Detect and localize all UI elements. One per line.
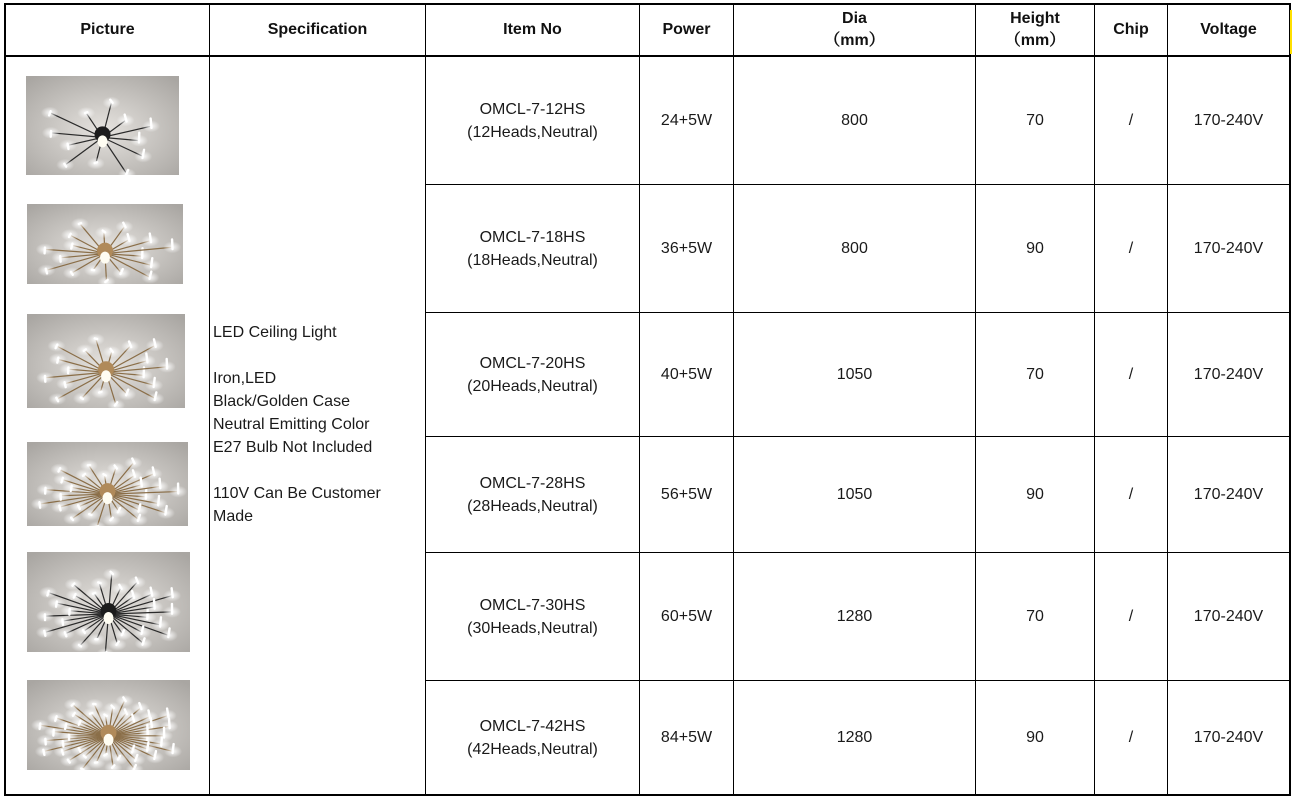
spec-line: Neutral Emitting Color xyxy=(213,416,370,433)
voltage-cell: 170-240V xyxy=(1193,729,1264,746)
header-picture xyxy=(6,5,209,55)
height-cell: 90 xyxy=(1026,240,1044,257)
dia-cell: 1280 xyxy=(836,608,873,625)
item-number: OMCL-7-28HS xyxy=(479,474,586,492)
ceiling-light-illustration xyxy=(27,680,190,770)
voltage-cell: 170-240V xyxy=(1193,486,1264,503)
product-photo xyxy=(27,552,190,652)
item-no-cell xyxy=(426,681,639,794)
header-item-no-label: Item No xyxy=(503,21,562,38)
power-cell: 60+5W xyxy=(660,608,713,625)
item-heads: (30Heads,Neutral) xyxy=(467,619,598,637)
ceiling-light-illustration xyxy=(26,76,179,175)
height-cell: 70 xyxy=(1026,366,1044,383)
header-voltage-label: Voltage xyxy=(1200,21,1257,38)
product-photo xyxy=(27,204,183,284)
item-heads: (12Heads,Neutral) xyxy=(467,123,598,141)
chip-cell: / xyxy=(1128,486,1134,503)
item-number: OMCL-7-20HS xyxy=(479,354,586,372)
header-voltage xyxy=(1168,5,1289,55)
item-heads: (18Heads,Neutral) xyxy=(467,251,598,269)
chip-cell: / xyxy=(1128,729,1134,746)
item-no-cell xyxy=(426,313,639,436)
dia-cell: 800 xyxy=(841,240,868,257)
item-heads: (28Heads,Neutral) xyxy=(467,497,598,515)
item-number: OMCL-7-42HS xyxy=(479,717,586,735)
power-cell: 36+5W xyxy=(660,240,713,257)
spec-line: E27 Bulb Not Included xyxy=(213,439,373,456)
power-cell: 24+5W xyxy=(660,112,713,129)
voltage-cell: 170-240V xyxy=(1193,112,1264,129)
height-cell: 90 xyxy=(1026,729,1044,746)
grid-line xyxy=(4,3,6,796)
grid-line xyxy=(4,794,1291,796)
ceiling-light-illustration xyxy=(27,552,190,652)
specification-cell xyxy=(213,321,418,528)
header-dia-unit: （mm） xyxy=(824,32,885,49)
ceiling-light-illustration xyxy=(27,204,183,284)
product-photo xyxy=(27,680,190,770)
item-no-cell xyxy=(426,185,639,312)
chip-cell: / xyxy=(1128,608,1134,625)
grid-line xyxy=(209,3,210,796)
header-chip xyxy=(1095,5,1167,55)
spec-line: Made xyxy=(213,508,254,525)
header-height xyxy=(976,5,1094,55)
height-cell: 90 xyxy=(1026,486,1044,503)
header-height-label: Height xyxy=(1010,10,1060,27)
spec-line: Black/Golden Case xyxy=(213,393,350,410)
power-cell: 84+5W xyxy=(660,729,713,746)
ceiling-light-illustration xyxy=(27,442,188,526)
header-picture-label: Picture xyxy=(80,21,135,38)
dia-cell: 800 xyxy=(841,112,868,129)
item-no-cell xyxy=(426,57,639,184)
dia-cell: 1050 xyxy=(836,486,873,503)
product-photo xyxy=(27,442,188,526)
grid-line xyxy=(1289,3,1291,796)
header-height-unit: （mm） xyxy=(1004,32,1066,49)
item-number: OMCL-7-12HS xyxy=(479,100,586,118)
voltage-cell: 170-240V xyxy=(1193,366,1264,383)
ceiling-light-illustration xyxy=(27,314,185,408)
item-no-cell xyxy=(426,437,639,552)
item-heads: (42Heads,Neutral) xyxy=(467,740,598,758)
item-heads: (20Heads,Neutral) xyxy=(467,377,598,395)
height-cell: 70 xyxy=(1026,608,1044,625)
chip-cell: / xyxy=(1128,112,1134,129)
product-photo xyxy=(27,314,185,408)
power-cell: 40+5W xyxy=(660,366,713,383)
power-cell: 56+5W xyxy=(660,486,713,503)
item-number: OMCL-7-30HS xyxy=(479,596,586,614)
header-item-no xyxy=(426,5,639,55)
spec-line: 110V Can Be Customer xyxy=(213,485,381,502)
voltage-cell: 170-240V xyxy=(1193,608,1264,625)
voltage-cell: 170-240V xyxy=(1193,240,1264,257)
spec-line: Iron,LED xyxy=(213,370,277,387)
chip-cell: / xyxy=(1128,240,1134,257)
item-number: OMCL-7-18HS xyxy=(479,228,586,246)
header-specification xyxy=(210,5,425,55)
header-dia-label: Dia xyxy=(842,10,867,27)
spec-line: LED Ceiling Light xyxy=(213,324,337,341)
dia-cell: 1280 xyxy=(836,729,873,746)
product-photo xyxy=(26,76,179,175)
header-power-label: Power xyxy=(662,21,711,38)
height-cell: 70 xyxy=(1026,112,1044,129)
header-dia xyxy=(734,5,975,55)
header-power xyxy=(640,5,733,55)
dia-cell: 1050 xyxy=(836,366,873,383)
item-no-cell xyxy=(426,553,639,680)
header-chip-label: Chip xyxy=(1113,21,1149,38)
header-specification-label: Specification xyxy=(267,21,368,38)
chip-cell: / xyxy=(1128,366,1134,383)
